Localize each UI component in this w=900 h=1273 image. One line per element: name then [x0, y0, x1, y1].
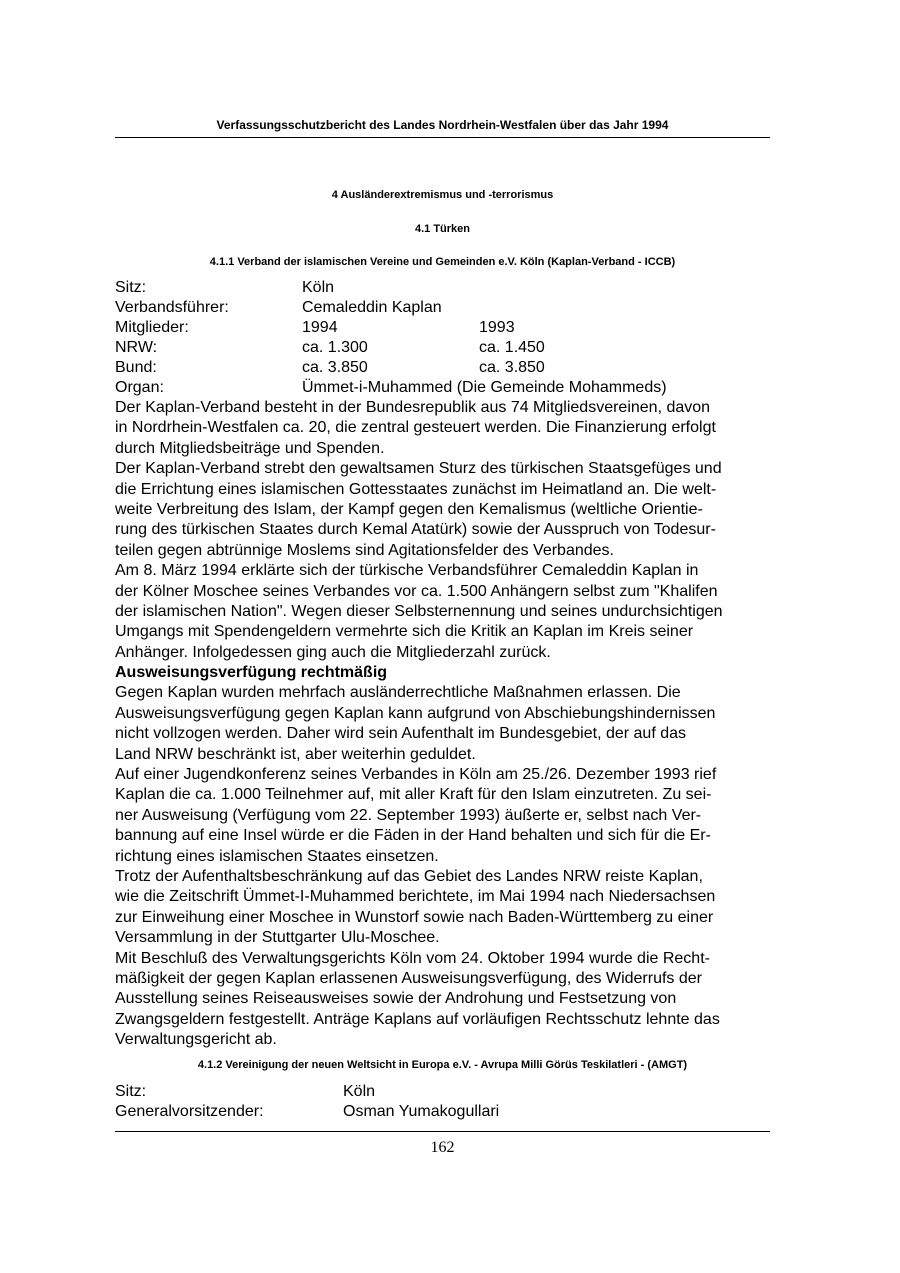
body-line: Der Kaplan-Verband besteht in der Bundesrepublik aus 74 Mitgliedsvereinen, davon [115, 399, 711, 416]
chapter-heading: 4 Ausländerextremismus und -terrorismus [331, 189, 554, 201]
fact-label: Sitz: [115, 1083, 147, 1100]
fact-value: ca. 3.850 [302, 359, 368, 376]
body-line: richtung eines islamischen Staates einsetzen. [115, 847, 439, 865]
fact-row-mitglieder [115, 318, 667, 338]
fact-value-2: ca. 1.450 [479, 339, 545, 356]
header-rule [115, 137, 770, 138]
body-line: in Nordrhein-Westfalen ca. 20, die zentral gesteuert werden. Die Finanzierung erfolgt [115, 419, 716, 437]
body-line: Trotz der Aufenthaltsbeschränkung auf das Gebiet des Landes NRW reiste Kaplan, [115, 867, 703, 885]
body-line: zur Einweihung einer Moschee in Wunstorf sowie nach Baden-Württemberg zu einer [115, 908, 714, 926]
fact-value-2: 1993 [479, 319, 515, 336]
body-line: bannung auf eine Insel würde er die Fäden in der Hand behalten und sich für die Er- [115, 827, 711, 845]
body-line: Anhänger. Infolgedessen ging auch die Mitgliederzahl zurück. [115, 643, 551, 661]
fact-row-bund [115, 358, 667, 378]
body-line: Ausstellung seines Reiseausweises sowie der Androhung und Festsetzung von [115, 990, 677, 1008]
body-line: Gegen Kaplan wurden mehrfach ausländerrechtliche Maßnahmen erlassen. Die [115, 684, 681, 702]
section-heading: 4.1 Türken [414, 223, 471, 235]
fact-label: Bund: [115, 359, 157, 376]
body-line: der islamischen Nation". Wegen dieser Selbsternennung und seines undurchsichtigen [115, 602, 723, 620]
fact-value: Köln [343, 1083, 376, 1100]
subsection-heading-kaplan: 4.1.1 Verband der islamischen Vereine und Gemeinden e.V. Köln (Kaplan-Verband - ICCB) [209, 256, 676, 268]
body-line: Umgangs mit Spendengeldern vermehrte sich die Kritik an Kaplan im Kreis seiner [115, 623, 694, 641]
fact-value: ca. 1.300 [302, 339, 368, 356]
running-header: Verfassungsschutzbericht des Landes Nordrhein-Westfalen über das Jahr 1994 [216, 118, 669, 132]
inline-subheading: Ausweisungsverfügung rechtmäßig [115, 664, 388, 682]
body-line: weite Verbreitung des Islam, der Kampf gegen den Kemalismus (weltliche Orientie- [115, 500, 703, 518]
fact-value: Osman Yumakogullari [343, 1103, 500, 1120]
body-line: Mit Beschluß des Verwaltungsgerichts Köln vom 24. Oktober 1994 wurde die Recht- [115, 949, 710, 967]
fact-label: Organ: [115, 379, 164, 396]
fact-label: Verbandsführer: [115, 299, 229, 316]
body-line: Der Kaplan-Verband strebt den gewaltsamen Sturz des türkischen Staatsgefüges und [115, 460, 722, 478]
body-line: nicht vollzogen werden. Daher wird sein Aufenthalt im Bundesgebiet, der auf das [115, 725, 687, 743]
subsection-heading-amgt: 4.1.2 Vereinigung der neuen Weltsicht in Europa e.V. - Avrupa Milli Görüs Teskilatleri - (AMGT) [197, 1059, 688, 1071]
body-line: Am 8. März 1994 erklärte sich der türkische Verbandsführer Cemaleddin Kaplan in [115, 562, 699, 580]
body-line: Land NRW beschränkt ist, aber weiterhin geduldet. [115, 745, 476, 763]
fact-row-generalvorsitzender [115, 1102, 499, 1122]
body-line: durch Mitgliedsbeiträge und Spenden. [115, 439, 385, 457]
body-line: Kaplan die ca. 1.000 Teilnehmer auf, mit aller Kraft für den Islam einzutreten. Zu sei- [115, 786, 712, 804]
body-line: mäßigkeit der gegen Kaplan erlassenen Ausweisungsverfügung, des Widerrufs der [115, 969, 702, 987]
fact-row-organ [115, 378, 667, 398]
page-number: 162 [430, 1139, 455, 1156]
fact-value: 1994 [302, 319, 338, 336]
body-line: wie die Zeitschrift Ümmet-I-Muhammed berichtete, im Mai 1994 nach Niedersachsen [115, 888, 716, 906]
body-line: die Errichtung eines islamischen Gottesstaates zunächst im Heimatland an. Die welt- [115, 480, 717, 498]
fact-label: Sitz: [115, 279, 147, 296]
fact-row-sitz [115, 278, 667, 298]
fact-row-sitz [115, 1082, 499, 1102]
body-line: der Kölner Moschee seines Verbandes vor ca. 1.500 Anhängern selbst zum "Khalifen [115, 582, 718, 600]
fact-label: NRW: [115, 339, 158, 356]
body-line: Versammlung in der Stuttgarter Ulu-Moschee. [115, 929, 440, 947]
fact-value-2: ca. 3.850 [479, 359, 545, 376]
footer-rule [115, 1131, 770, 1132]
kaplan-facts-table [115, 278, 667, 398]
fact-value: Ümmet-i-Muhammed (Die Gemeinde Mohammeds) [302, 379, 667, 396]
body-line: rung des türkischen Staates durch Kemal Atatürk) sowie der Ausspruch von Todesur- [115, 521, 716, 539]
body-text [115, 398, 785, 1051]
fact-value: Köln [302, 279, 335, 296]
fact-label: Generalvorsitzender: [115, 1103, 264, 1120]
body-line: teilen gegen abtrünnige Moslems sind Agitationsfelder des Verbandes. [115, 541, 614, 559]
body-line: Verwaltungsgericht ab. [115, 1031, 277, 1049]
body-line: Ausweisungsverfügung gegen Kaplan kann aufgrund von Abschiebungshindernissen [115, 704, 716, 722]
body-line: Auf einer Jugendkonferenz seines Verbandes in Köln am 25./26. Dezember 1993 rief [115, 766, 717, 784]
amgt-facts-table [115, 1082, 499, 1122]
fact-value: Cemaleddin Kaplan [302, 299, 442, 316]
fact-row-verbandsfuehrer [115, 298, 667, 318]
body-line: ner Ausweisung (Verfügung vom 22. September 1993) äußerte er, selbst nach Ver- [115, 806, 702, 824]
fact-label: Mitglieder: [115, 319, 189, 336]
fact-row-nrw [115, 338, 667, 358]
body-line: Zwangsgeldern festgestellt. Anträge Kaplans auf vorläufigen Rechtsschutz lehnte das [115, 1010, 720, 1028]
